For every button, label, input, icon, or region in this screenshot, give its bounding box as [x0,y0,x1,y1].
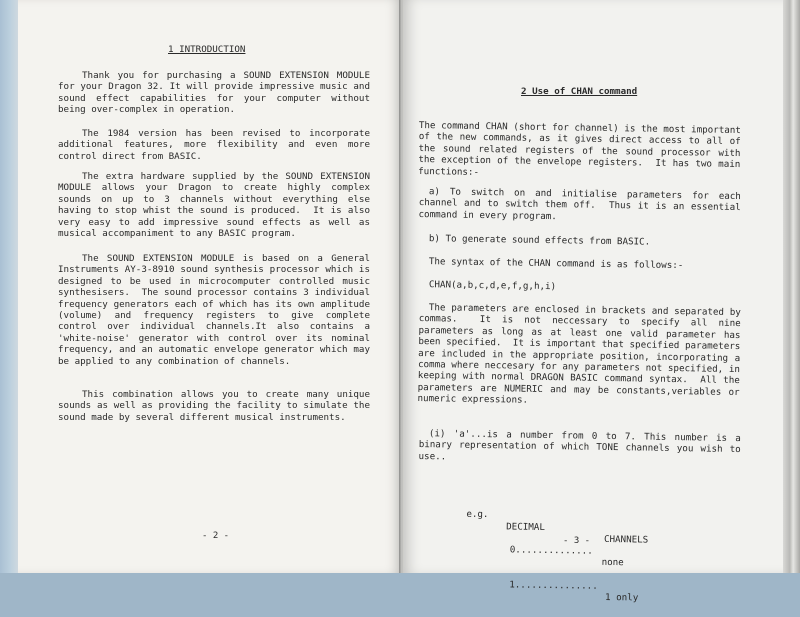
paragraph-parameters: The parameters are enclosed in brackets and separated by commas. It is not neccessary to specify all nine parameters as long as at least one valid parameter has been specified. It is important that specified parameters are included in the appropriate position, incorporating a comma where neccesary for any parameters not specified, in keeping with normal DRAGON BASIC command syntax. All the parameters are NUMERIC and may be constants,veriables or numeric expressions. [417,302,747,406]
paragraph-function-b: b) To generate sound effects from BASIC. [428,233,651,248]
paragraph-1984-version: The 1984 version has been revised to incorporate additional features, more flexibility and even more control direct from BASIC. [58,128,376,162]
example-header-row [418,497,740,546]
syntax-line: CHAN(a,b,c,d,e,f,g,h,i) [428,279,557,293]
paragraph-processor: The SOUND EXTENSION MODULE is based on a General Instruments AY-3-8910 sound synthesis processor which is designed to be used in microcomputer controlled music synthesisers. The sound processor contains 3 individual frequency generators each of which has its own amplitude (volume) and frequency registers to give complete control over individual channels.It also contains a 'white-noise' generator with control over its nominal frequency, and an automatic envelope generator which may be applied to any combination of channels. [58,253,376,367]
example-label: e.g. [466,508,489,521]
paragraph-param-i: (i) 'a'...is a number from 0 to 7. This number is a binary representation of which TONE channels you wish to use.. [418,428,747,463]
table-row [417,566,739,604]
column-channels: CHANNELS [603,533,649,546]
page-edge-stack [783,0,800,573]
paragraph-thank-you: Thank you for purchasing a SOUND EXTENSION MODULE for your Dragon 32. It will provide impressive music and sound effect capabilities for your computer without being over-complex in operation. [58,70,376,116]
right-page [403,0,783,604]
paragraph-combination: This combination allows you to create many unique sounds as well as providing the facility to simulate the sound made by several different musical instruments. [58,389,376,423]
page-number-left: - 2 - [202,531,230,541]
page-number-right: - 3 - [563,536,591,546]
paragraph-function-a: a) To switch on and initialise parameters for each channel and to switch them off. Thus it is an essential command in every program. [418,186,747,222]
paragraph-chan-intro: The command CHAN (short for channel) is the most important of the new commands, as it gives direct access to all of the sound related registers of the sound processor with the exception of the envelope registers. It has two main functions:- [418,120,747,178]
row-decimal: 1............... [509,579,598,592]
section-heading-introduction: 1 INTRODUCTION [168,44,246,55]
section-heading-chan: 2 Use of CHAN command [521,86,638,97]
row-decimal: 0.............. [509,544,593,557]
paragraph-syntax-intro: The syntax of the CHAN command is as follows:- [428,256,684,272]
paragraph-extra-hardware: The extra hardware supplied by the SOUND EXTENSION MODULE allows your Dragon to create highly complex sounds on up to 3 channels without everything else having to stop whist the sound is produced. It is also very easy to add impressive sound effects as well as musical accompaniment to any BASIC program. [58,171,376,240]
row-channels: 1 only [604,592,639,604]
left-page [18,0,402,573]
column-decimal: DECIMAL [506,521,546,533]
row-channels: none [601,557,624,569]
